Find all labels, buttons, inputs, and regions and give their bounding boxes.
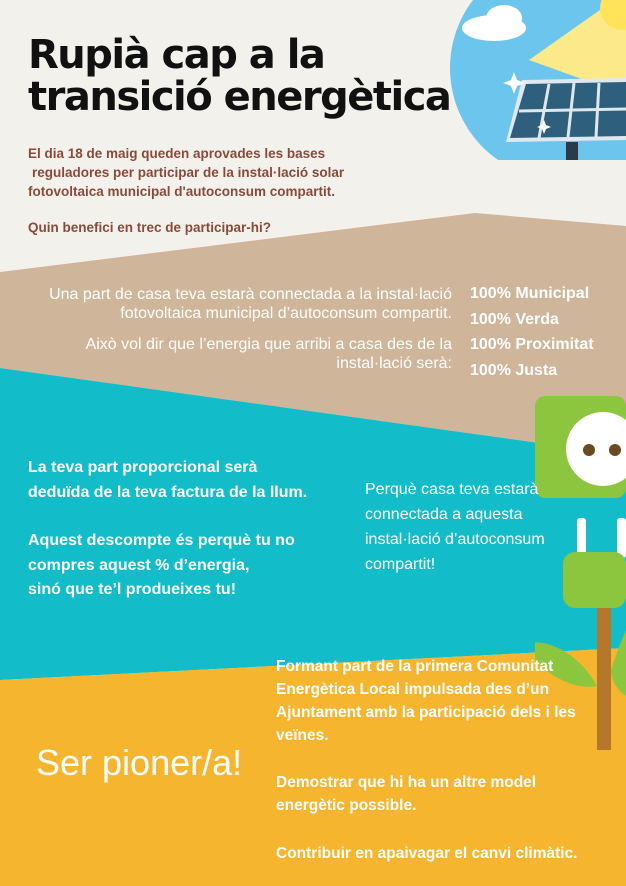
reason-paragraph	[365, 477, 575, 577]
text-line: deduïda de la teva factura de la llum.	[28, 483, 308, 501]
text-line: connectada a aquesta	[365, 506, 523, 523]
badge-justa: 100% Justa	[470, 361, 558, 379]
title-line: Rupià cap a la	[28, 32, 325, 78]
text-line: Contribuir en apaivagar el canvi climàtic.	[276, 845, 578, 862]
text-line: Una part de casa teva estarà connectada a la instal·lació	[49, 286, 452, 303]
text-line: instal·lació d’autoconsum	[365, 531, 545, 548]
text-line: Ajuntament amb la participació dels i les	[276, 704, 576, 721]
text-line: Això vol dir que l’energia que arribi a casa des de la	[85, 336, 452, 353]
title-line: transició energètica	[28, 74, 451, 120]
question-heading: Quin benefici en trec de participar-hi?	[28, 220, 272, 235]
text-line: fotovoltaica municipal d’autoconsum compartit.	[120, 305, 452, 322]
text-line: veïnes.	[276, 727, 329, 744]
intro-line: reguladores per participar de la instal·lació solar	[32, 165, 345, 180]
badge-proximitat: 100% Proximitat	[470, 336, 594, 353]
text-line: instal·lació serà:	[336, 355, 452, 372]
intro-line: fotovoltaica municipal d'autoconsum compartit.	[28, 184, 335, 199]
energy-paragraph	[12, 335, 452, 373]
page-title	[28, 34, 450, 118]
text-line: sinó que te’l produeixes tu!	[28, 581, 237, 598]
text-line: Formant part de la primera Comunitat	[276, 658, 554, 675]
badge-municipal: 100% Municipal	[470, 285, 590, 302]
pioneer-heading: Ser pioner/a!	[36, 742, 243, 783]
climate-paragraph	[276, 842, 596, 865]
connection-paragraph	[12, 285, 452, 323]
intro-paragraph	[28, 144, 388, 201]
text-line: Aquest descompte és perquè tu no	[28, 532, 295, 549]
badge-verda: 100% Verda	[470, 310, 559, 328]
solar-illustration	[444, 0, 626, 160]
text-line: compres aquest % d’energia,	[28, 556, 250, 574]
text-line: energètic possible.	[276, 797, 417, 814]
community-paragraph	[276, 655, 596, 747]
text-line: compartit!	[365, 556, 436, 573]
energy-badges	[470, 281, 594, 383]
discount-paragraph	[28, 456, 348, 505]
text-line: Perquè casa teva estarà	[365, 481, 539, 498]
production-paragraph	[28, 529, 348, 603]
text-line: Demostrar que hi ha un altre model	[276, 774, 537, 791]
text-line: La teva part proporcional serà	[28, 459, 258, 476]
model-paragraph	[276, 771, 596, 817]
intro-line: El dia 18 de maig queden aprovades les bases	[28, 146, 326, 161]
text-line: Energètica Local impulsada des d’un	[276, 681, 550, 698]
